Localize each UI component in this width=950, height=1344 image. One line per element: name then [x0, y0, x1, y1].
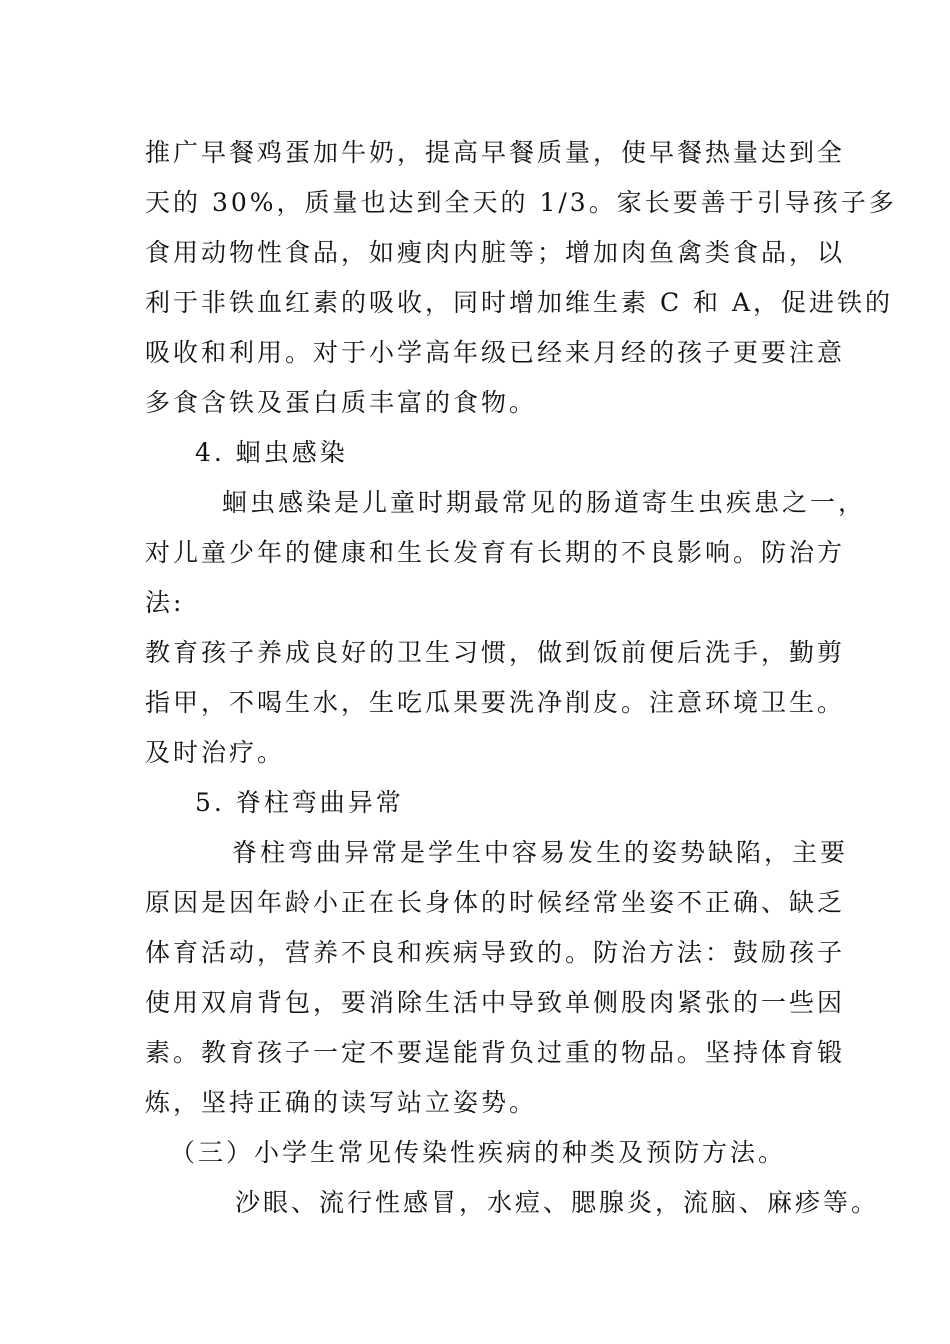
body-text-line: 吸收和利用。对于小学高年级已经来月经的孩子更要注意 [145, 338, 846, 367]
section-heading-infectious-diseases: （三）小学生常见传染性疾病的种类及预防方法。 [170, 1138, 787, 1167]
section-heading-roundworm: 4. 蛔虫感染 [195, 438, 348, 467]
body-text-line: 体育活动，营养不良和疾病导致的。防治方法：鼓励孩子 [145, 938, 846, 967]
body-text-line: 对儿童少年的健康和生长发育有长期的不良影响。防治方 [145, 538, 846, 567]
body-text-line: 法: [145, 588, 185, 617]
body-text-line: 原因是因年龄小正在长身体的时候经常坐姿不正确、缺乏 [145, 888, 846, 917]
body-text-line: 利于非铁血红素的吸收，同时增加维生素 C 和 A，促进铁的 [145, 288, 894, 317]
body-text-line: 及时治疗。 [145, 738, 286, 767]
body-text-line: 天的 30%，质量也达到全天的 1/3。家长要善于引导孩子多 [145, 188, 897, 217]
body-text-line: 素。教育孩子一定不要逞能背负过重的物品。坚持体育锻 [145, 1038, 846, 1067]
body-text-line: 炼，坚持正确的读写站立姿势。 [145, 1088, 538, 1117]
body-text-line: 教育孩子养成良好的卫生习惯，做到饭前便后洗手，勤剪 [145, 638, 846, 667]
body-text-line: 沙眼、流行性感冒，水痘、腮腺炎，流脑、麻疹等。 [235, 1188, 880, 1217]
body-text-line: 蛔虫感染是儿童时期最常见的肠道寄生虫疾患之一， [222, 488, 867, 517]
body-text-line: 脊柱弯曲异常是学生中容易发生的姿势缺陷，主要 [232, 838, 849, 867]
section-heading-spine: 5. 脊柱弯曲异常 [195, 788, 404, 817]
body-text-line: 使用双肩背包，要消除生活中导致单侧股肉紧张的一些因 [145, 988, 846, 1017]
body-text-line: 食用动物性食品，如瘦肉内脏等；增加肉鱼禽类食品，以 [145, 238, 846, 267]
body-text-line: 多食含铁及蛋白质丰富的食物。 [145, 388, 538, 417]
body-text-line: 推广早餐鸡蛋加牛奶，提高早餐质量，使早餐热量达到全 [145, 138, 846, 167]
body-text-line: 指甲，不喝生水，生吃瓜果要洗净削皮。注意环境卫生。 [145, 688, 846, 717]
